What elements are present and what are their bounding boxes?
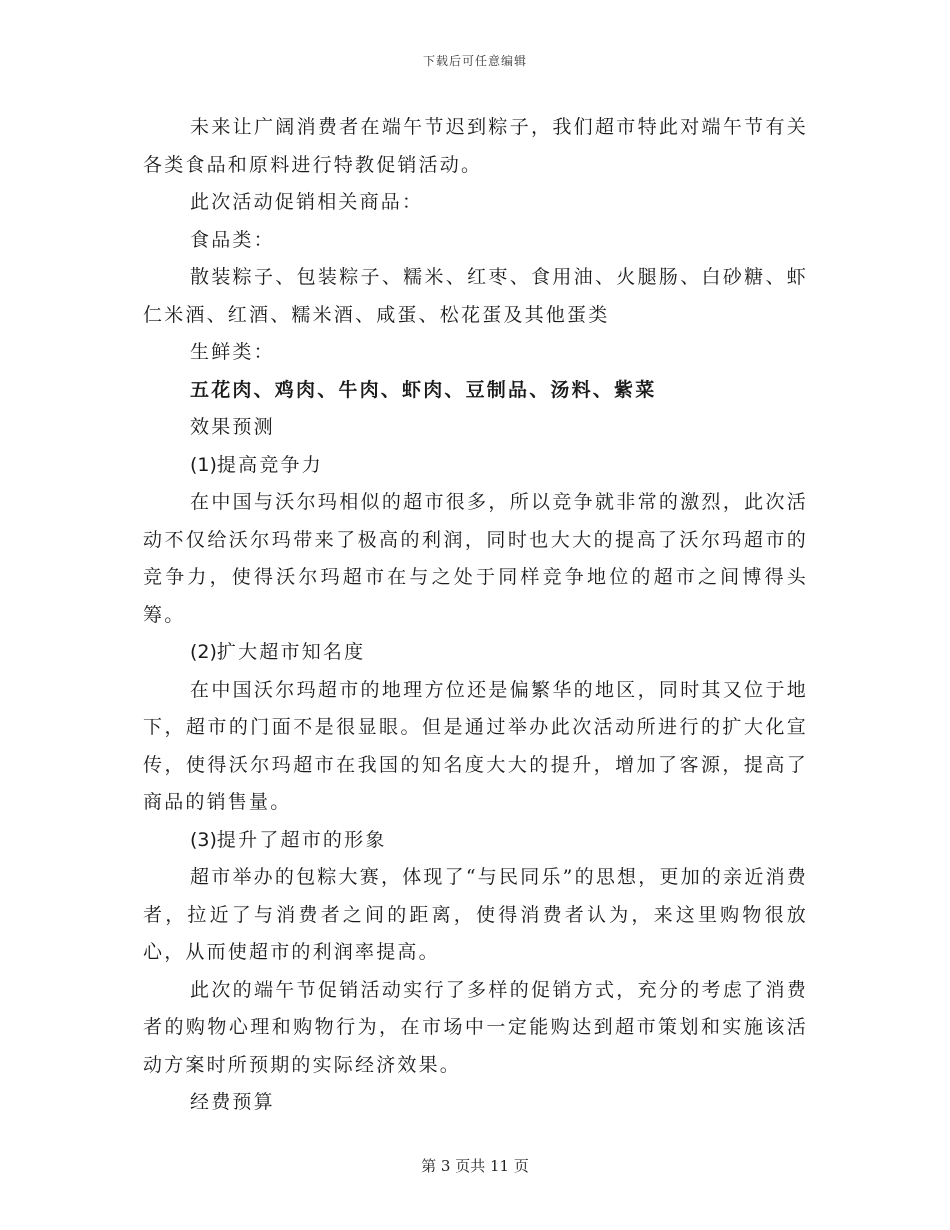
budget-heading: 经费预算 [190, 1091, 275, 1113]
fresh-category-label: 生鲜类： [190, 341, 275, 363]
subheading-1-number: (1) [190, 453, 217, 476]
effect-forecast-heading: 效果预测 [190, 416, 275, 438]
document-body [143, 109, 808, 1122]
page-footer: 第 3 页共 11 页 [421, 1157, 529, 1175]
subheading-3 [143, 822, 808, 860]
subheading-3-text: 提升了超市的形象 [216, 828, 387, 851]
conclusion-paragraph: 此次的端午节促销活动实行了多样的促销方式，充分的考虑了消费者的购物心理和购物行为，在市场中一定能购达到超市策划和实施该活动方案时所预期的实际经济效果。 [143, 978, 808, 1076]
subheading-1-text: 提高竞争力 [216, 453, 323, 476]
image-paragraph: 超市举办的包粽大赛，体现了“与民同乐”的思想，更加的亲近消费者，拉近了与消费者之间的距离，使得消费者认为，来这里购物很放心，从而使超市的利润率提高。 [143, 866, 808, 963]
subheading-2 [143, 634, 808, 672]
page-header: 下载后可任意编辑 [422, 54, 527, 68]
food-items-list: 散装粽子、包装粽子、糯米、红枣、食用油、火腿肠、白砂糖、虾仁米酒、红酒、糯米酒、咸蛋、松花蛋及其他蛋类 [143, 266, 808, 326]
subheading-1 [143, 447, 808, 485]
competitiveness-paragraph: 在中国与沃尔玛相似的超市很多，所以竞争就非常的激烈，此次活动不仅给沃尔玛带来了极高的利润，同时也大大的提高了沃尔玛超市的竞争力，使得沃尔玛超市在与之处于同样竞争地位的超市之间博得头筹。 [143, 491, 808, 626]
subheading-2-number: (2) [190, 641, 217, 663]
awareness-paragraph: 在中国沃尔玛超市的地理方位还是偏繁华的地区，同时其又位于地下，超市的门面不是很显眼。但是通过举办此次活动所进行的扩大化宣传，使得沃尔玛超市在我国的知名度大大的提升，增加了客源，提高了商品的销售量。 [143, 678, 808, 813]
food-category-label: 食品类： [190, 228, 275, 251]
fresh-items-list: 五花肉、鸡肉、牛肉、虾肉、豆制品、汤料、紫菜 [190, 378, 657, 401]
intro-paragraph: 未来让广阔消费者在端午节迟到粽子，我们超市特此对端午节有关各类食品和原料进行特教促销活动。 [143, 116, 808, 176]
subheading-2-text: 扩大超市知名度 [216, 641, 366, 663]
subheading-3-number: (3) [190, 828, 217, 851]
products-heading: 此次活动促销相关商品： [190, 191, 424, 213]
